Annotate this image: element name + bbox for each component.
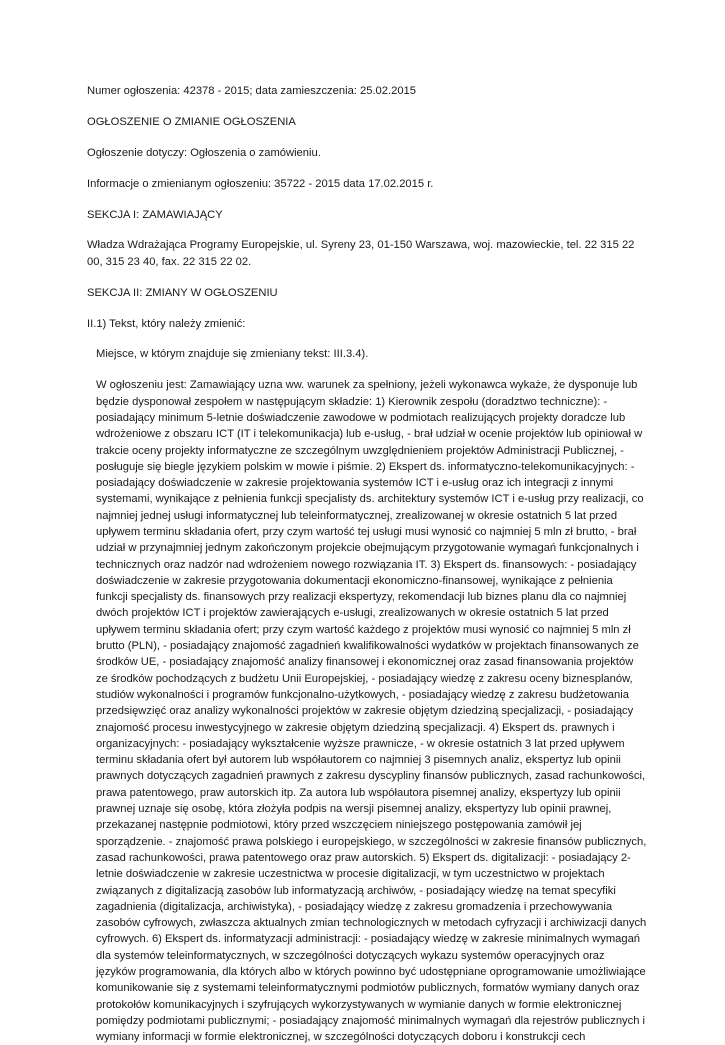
announcement-concerns: Ogłoszenie dotyczy: Ogłoszenia o zamówieniu.	[87, 146, 321, 159]
change-location: Miejsce, w którym znajduje się zmieniany tekst: III.3.4).	[96, 348, 369, 361]
changed-announcement-info: Informacje o zmienianym ogłoszeniu: 35722 - 2015 data 17.02.2015 r.	[87, 177, 434, 190]
item-heading: II.1) Tekst, który należy zmienić:	[87, 317, 246, 330]
announcement-number: Numer ogłoszenia: 42378 - 2015; data zamieszczenia: 25.02.2015	[87, 85, 416, 97]
section-1-body: Władza Wdrażająca Programy Europejskie, ul. Syreny 23, 01-150 Warszawa, woj. mazowieckie, tel. 22 315 22 00, 315 23 40, fax. 22 315 22 02.	[87, 239, 635, 268]
section-1-heading: SEKCJA I: ZAMAWIAJĄCY	[87, 208, 223, 221]
document-page	[87, 83, 647, 1045]
section-2-heading: SEKCJA II: ZMIANY W OGŁOSZENIU	[87, 286, 278, 299]
document-title: OGŁOSZENIE O ZMIANIE OGŁOSZENIA	[87, 115, 296, 128]
change-body-text: W ogłoszeniu jest: Zamawiający uzna ww. warunek za spełniony, jeżeli wykonawca wykaże, że dysponuje lub będzie dysponował zespołem w następującym składzie: 1) Kierownik zespołu (doradztwo techniczne): - posiadający minimum 5-letnie doświadczenie zawodowe w podmiotach realizujących projekty doradcze lub wdrożeniowe z obszaru ICT (IT i telekomunikacja) lub e-usług, - brał udział w ocenie projektów lub opiniował w trakcie oceny projekty informatyczne ze szczególnym uwzględnieniem projektów Administracji Publicznej, - posługuje się biegle językiem polskim w mowie i piśmie. 2) Ekspert ds. informatyczno-telekomunikacyjnych: - posiadający doświadczenie w zakresie projektowania systemów ICT i e-usług oraz ich integracji z innymi systemami, wynikające z pełnienia funkcji specjalisty ds. architektury systemów ICT i e-usług przy realizacji, co najmniej jednej usługi informatycznej lub teleinformatycznej, zrealizowanej w okresie ostatnich 5 lat przed upływem terminu składania ofert, przy czym wartość tej usługi musi wynosić co najmniej 5 mln zł brutto, - brał udział w przynajmniej jednym zakończonym projekcie obejmującym przygotowanie wymagań funkcjonalnych i technicznych oraz nadzór nad wdrożeniem nowego rozwiązania IT. 3) Ekspert ds. finansowych: - posiadający doświadczenie w zakresie przygotowania dokumentacji ekonomiczno-finansowej, wynikające z pełnienia funkcji specjalisty ds. finansowych przy realizacji ekspertyzy, rekomendacji lub biznes planu dla co najmniej dwóch projektów ICT i projektów zawierających e-usługi, zrealizowanych w okresie ostatnich 5 lat przed upływem terminu składania ofert; przy czym wartość każdego z projektów musi wynosić co najmniej 5 mln zł brutto (PLN), - posiadający znajomość zagadnień kwalifikowalności wydatków w projektach finansowanych ze środków UE, - posiadający znajomość analizy finansowej i ekonomicznej oraz zasad finansowania projektów ze środków pochodzących z budżetu Unii Europejskiej, - posiadający wiedzę z zakresu oceny biznesplanów, studiów wykonalności i programów funkcjonalno-użytkowych, - posiadający wiedzę z zakresu budżetowania przedsięwzięć oraz analizy wykonalności projektów w zakresie objętym dziedziną specjalizacji, - posiadający znajomość procesu inwestycyjnego w zakresie objętym dziedziną specjalizacji. 4) Ekspert ds. prawnych i organizacyjnych: - posiadający wykształcenie wyższe prawnicze, - w okresie ostatnich 3 lat przed upływem terminu składania ofert był autorem lub współautorem co najmniej 3 pisemnych analiz, ekspertyz lub opinii prawnych dotyczących zagadnień prawnych z zakresu dyscypliny finansów publicznych, zasad rachunkowości, prawa patentowego, praw autorskich itp. Za autora lub współautora pisemnej analizy, ekspertyzy lub opinii prawnej uznaje się osobę, która złożyła podpis na wersji pisemnej analizy, ekspertyzy lub opinii prawnej, przekazanej następnie podmiotowi, który przed wszczęciem niniejszego postępowania zamówił jej sporządzenie. - znajomość prawa polskiego i europejskiego, w szczególności w zakresie finansów publicznych, zasad rachunkowości, prawa patentowego oraz praw autorskich. 5) Ekspert ds. digitalizacji: - posiadający 2-letnie doświadczenie w zakresie uczestnictwa w procesie digitalizacji, w tym uczestnictwo w projektach związanych z digitalizacją zasobów lub informatyzacją archiwów, - posiadający wiedzę na temat specyfiki zagadnienia (digitalizacja, archiwistyka), - posiadający wiedzę z zakresu gromadzenia i przechowywania zasobów cyfrowych, zwłaszcza aktualnych zmian technologicznych w metodach cyfryzacji i archiwizacji danych cyfrowych. 6) Ekspert ds. informatyzacji administracji: - posiadający wiedzę w zakresie minimalnych wymagań dla systemów teleinformatycznych, w szczególności dotyczących wykazu systemów operacyjnych oraz języków programowania, dla których albo w których powinno być udostępniane oprogramowanie umożliwiające komunikowanie się z systemami teleinformatycznymi podmiotów publicznych, formatów wymiany danych oraz protokołów komunikacyjnych i szyfrujących wykorzystywanych w wymianie danych w formie elektronicznej pomiędzy podmiotami publicznymi; - posiadający znajomość minimalnych wymagań dla rejestrów publicznych i wymiany informacji w formie elektronicznej, w szczególności dotyczących doboru i konstrukcji cech	[96, 379, 647, 1044]
